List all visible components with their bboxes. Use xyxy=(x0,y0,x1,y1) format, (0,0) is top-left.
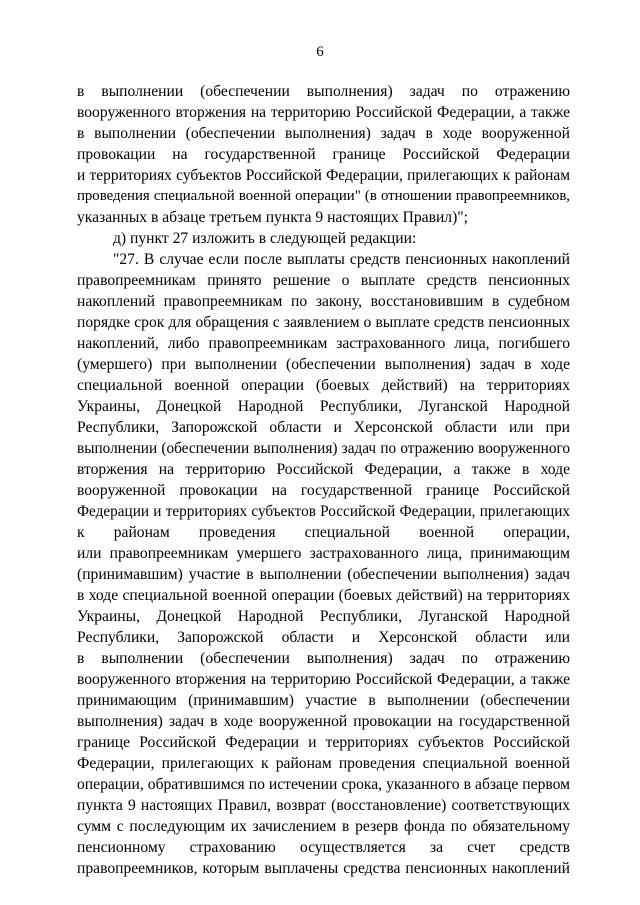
text-line: или правопреемникам умершего застрахованного лица, принимающим xyxy=(77,545,570,562)
text-line: в выполнении (обеспечении выполнения) задач по отражению xyxy=(77,650,570,667)
text-line: Федерации и территориях субъектов Российской Федерации, прилегающих xyxy=(77,503,570,520)
text-line: Республики, Запорожской области и Херсонской области или xyxy=(77,629,570,646)
text-line: принимающим (принимавшим) участие в выполнении (обеспечении xyxy=(77,692,570,709)
text-line: пенсионному страхованию осуществляется за счет средств xyxy=(77,839,570,856)
text-line: в ходе специальной военной операции (боевых действий) на территориях xyxy=(77,587,570,604)
page-number: 6 xyxy=(316,44,324,60)
text-line: "27. В случае если после выплаты средств пенсионных накоплений xyxy=(113,251,570,268)
text-line: выполнении (обеспечении выполнения) задач по отражению вооруженного xyxy=(77,440,570,457)
text-line: вооруженного вторжения на территорию Российской Федерации, а также xyxy=(77,671,570,688)
text-line: Украины, Донецкой Народной Республики, Луганской Народной xyxy=(77,398,570,415)
text-line: указанных в абзаце третьем пункта 9 настоящих Правил)"; xyxy=(77,209,468,226)
text-line: в выполнении (обеспечении выполнения) задач по отражению xyxy=(77,83,570,100)
text-line: правопреемникам принято решение о выплате средств пенсионных xyxy=(77,272,570,289)
text-line: накоплений правопреемникам по закону, восстановившим в судебном xyxy=(77,293,570,310)
text-line: Украины, Донецкой Народной Республики, Луганской Народной xyxy=(77,608,570,625)
text-line: проведения специальной военной операции" (в отношении правопреемников, xyxy=(77,188,570,204)
text-line: вооруженного вторжения на территорию Российской Федерации, а также xyxy=(77,104,570,121)
text-line: (умершего) при выполнении (обеспечении выполнения) задач в ходе xyxy=(77,356,570,373)
text-line: границе Российской Федерации и территориях субъектов Российской xyxy=(77,734,570,751)
text-line: провокации на государственной границе Российской Федерации xyxy=(77,146,570,163)
text-line: в выполнении (обеспечении выполнения) задач в ходе вооруженной xyxy=(77,125,570,142)
text-line: правопреемников, которым выплачены средства пенсионных накоплений xyxy=(77,860,570,877)
text-line: Республики, Запорожской области и Херсонской области или при xyxy=(77,419,570,436)
text-line: накоплений, либо правопреемникам застрахованного лица, погибшего xyxy=(77,335,570,352)
text-line: операции, обратившимся по истечении срока, указанного в абзаце первом xyxy=(77,776,570,793)
text-line: порядке срок для обращения с заявлением о выплате средств пенсионных xyxy=(77,314,570,331)
text-line: д) пункт 27 изложить в следующей редакции: xyxy=(113,230,417,247)
text-line: пункта 9 настоящих Правил, возврат (восстановление) соответствующих xyxy=(77,797,570,814)
text-line: сумм с последующим их зачислением в резерв фонда по обязательному xyxy=(77,818,570,835)
text-line: к районам проведения специальной военной операции, xyxy=(77,524,570,541)
text-line: Федерации, прилегающих к районам проведения специальной военной xyxy=(77,755,570,772)
text-line: и территориях субъектов Российской Федерации, прилегающих к районам xyxy=(77,167,570,184)
text-line: выполнения) задач в ходе вооруженной провокации на государственной xyxy=(77,713,570,730)
document-body xyxy=(77,81,570,879)
text-line: специальной военной операции (боевых действий) на территориях xyxy=(77,377,570,394)
text-line: вооруженной провокации на государственной границе Российской xyxy=(77,482,570,499)
text-line: (принимавшим) участие в выполнении (обеспечении выполнения) задач xyxy=(77,566,570,583)
text-line: вторжения на территорию Российской Федерации, а также в ходе xyxy=(77,461,570,478)
